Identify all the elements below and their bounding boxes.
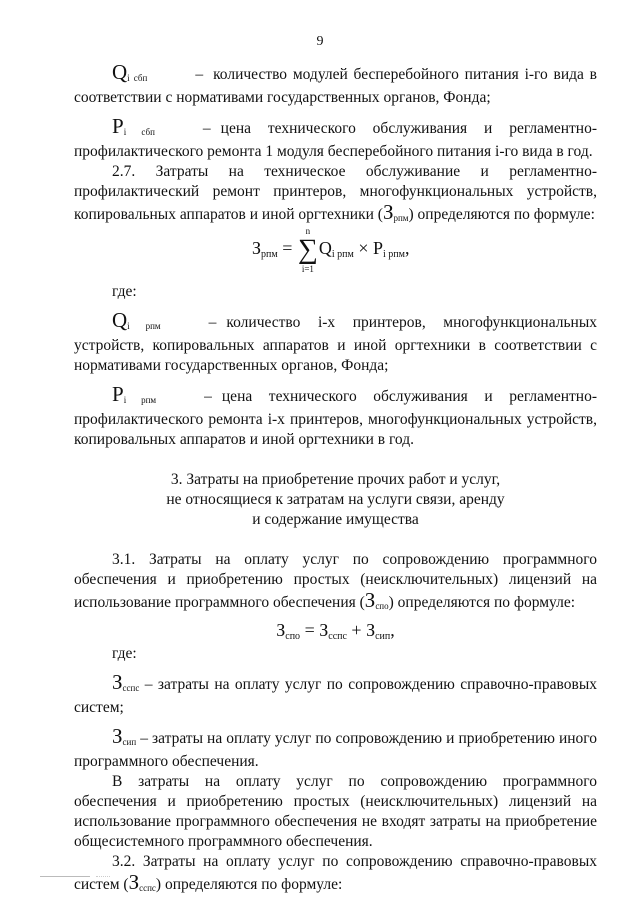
summation-lower-limit: i=1	[301, 264, 314, 274]
symbol-subscript: i сбп	[127, 73, 148, 83]
paragraph-2-7	[74, 162, 597, 228]
symbol-p: P	[112, 114, 124, 138]
symbol-q: Q	[112, 60, 128, 84]
paragraph-3-1	[74, 550, 597, 616]
formula-plus: +	[351, 620, 362, 640]
symbol-z: З	[382, 200, 394, 224]
dash: –	[204, 388, 212, 405]
heading-line: не относящиеся к затратам на услуги связи, аренду	[166, 491, 505, 508]
paragraph-3-2	[74, 852, 597, 898]
where-label: где:	[112, 283, 137, 300]
formula-term-symbol: З	[366, 620, 376, 640]
formula-lhs-symbol: З	[276, 620, 286, 640]
symbol-subscript: сспс	[139, 883, 156, 893]
formula-term-subscript: сип	[375, 631, 391, 642]
symbol-z: З	[112, 724, 123, 748]
definition-text: цена технического обслуживания и регламентно-профилактического ремонта 1 модуля бесперебойного питания i-го вида в год.	[74, 120, 597, 160]
paragraph-text: 2.7. Затраты на техническое обслуживание и регламентно-профилактический ремонт принтеров, многофункциональных устройств, копировальных аппаратов и иной оргтехники (	[74, 163, 597, 223]
definition-p-sbp	[74, 116, 597, 162]
footer-rule	[40, 876, 90, 877]
symbol-q: Q	[112, 308, 128, 332]
definition-p-rpm	[74, 384, 597, 450]
summation-sign	[297, 226, 319, 274]
formula-lhs-symbol: З	[252, 238, 262, 258]
formula-equals: =	[282, 238, 293, 258]
definition-text: – затраты на оплату услуг по сопровождению и приобретению иного программного обеспечения.	[74, 730, 598, 770]
paragraph-note: В затраты на оплату услуг по сопровождению программного обеспечения и приобретению простых (неисключительных) лицензий на использование программного обеспечения не входят затраты на приобретение общесистемного программного обеспечения.	[74, 773, 597, 850]
definition-text: количество i-х принтеров, многофункциональных устройств, копировальных аппаратов и иной оргтехники в соответствии с нормативами государственных органов, Фонда;	[74, 314, 598, 374]
symbol-p: P	[112, 382, 124, 406]
heading-line: и содержание имущества	[252, 511, 419, 528]
definition-text: количество модулей бесперебойного питания i-го вида в соответствии с нормативами государственных органов, Фонда;	[74, 66, 597, 106]
symbol-subscript: сип	[122, 737, 137, 747]
dash: –	[195, 66, 204, 83]
definition-q-rpm	[74, 310, 597, 376]
paragraph-text: ) определяются по формуле:	[155, 876, 343, 893]
formula-p-subscript: i рпм	[383, 249, 405, 260]
symbol-subscript: i рпм	[127, 321, 161, 331]
symbol-subscript: i сбп	[123, 127, 155, 137]
symbol-subscript: спо	[375, 601, 389, 611]
footer-rule-dotted	[96, 876, 110, 877]
symbol-subscript: i рпм	[123, 395, 157, 405]
symbol-subscript: сспс	[122, 683, 140, 693]
dash: –	[208, 314, 217, 331]
formula-equals: =	[304, 620, 315, 640]
heading-line: 3. Затраты на приобретение прочих работ и услуг,	[170, 471, 501, 488]
summation-upper-limit: n	[305, 226, 311, 236]
formula-term-symbol: З	[319, 620, 329, 640]
definition-z-sip	[74, 726, 597, 772]
formula-q-symbol: Q	[318, 238, 332, 258]
section-3-heading	[74, 470, 597, 530]
definition-z-sspc	[74, 672, 597, 718]
summation-symbol: ∑	[297, 234, 318, 265]
symbol-z: З	[128, 870, 140, 894]
formula-p-symbol: P	[373, 238, 384, 258]
formula-term-subscript: сспс	[328, 631, 347, 642]
definition-text: цена технического обслуживания и регламентно-профилактического ремонта i-х принтеров, многофункциональных устройств, копировальных аппаратов и иной оргтехники в год.	[74, 388, 597, 448]
paragraph-text: 3.2. Затраты на оплату услуг по сопровождению справочно-правовых систем (	[74, 853, 597, 893]
paragraph-text: ) определяются по формуле:	[388, 594, 576, 611]
dash: –	[202, 120, 211, 137]
formula-tail: ,	[390, 620, 395, 640]
where-label: где:	[112, 645, 137, 662]
formula-times: ×	[358, 238, 369, 258]
symbol-subscript: рпм	[393, 213, 409, 223]
page-number: 9	[316, 34, 324, 49]
symbol-z: З	[364, 588, 376, 612]
definition-text: – затраты на оплату услуг по сопровождению справочно-правовых систем;	[74, 676, 598, 716]
formula-tail: ,	[404, 238, 410, 258]
formula-spo	[74, 616, 597, 644]
symbol-z: З	[112, 670, 123, 694]
formula-q-subscript: i рпм	[331, 249, 354, 260]
page-content	[74, 62, 597, 898]
definition-q-sbp	[74, 62, 597, 108]
paragraph-text: ) определяются по формуле:	[408, 206, 595, 223]
paragraph-text: 3.1. Затраты на оплату услуг по сопровождению программного обеспечения и приобретению простых (неисключительных) лицензий на использование программного обеспечения (	[74, 551, 597, 611]
formula-lhs-subscript: рпм	[261, 249, 278, 260]
formula-lhs-subscript: спо	[285, 631, 301, 642]
formula-rpm	[74, 228, 597, 282]
